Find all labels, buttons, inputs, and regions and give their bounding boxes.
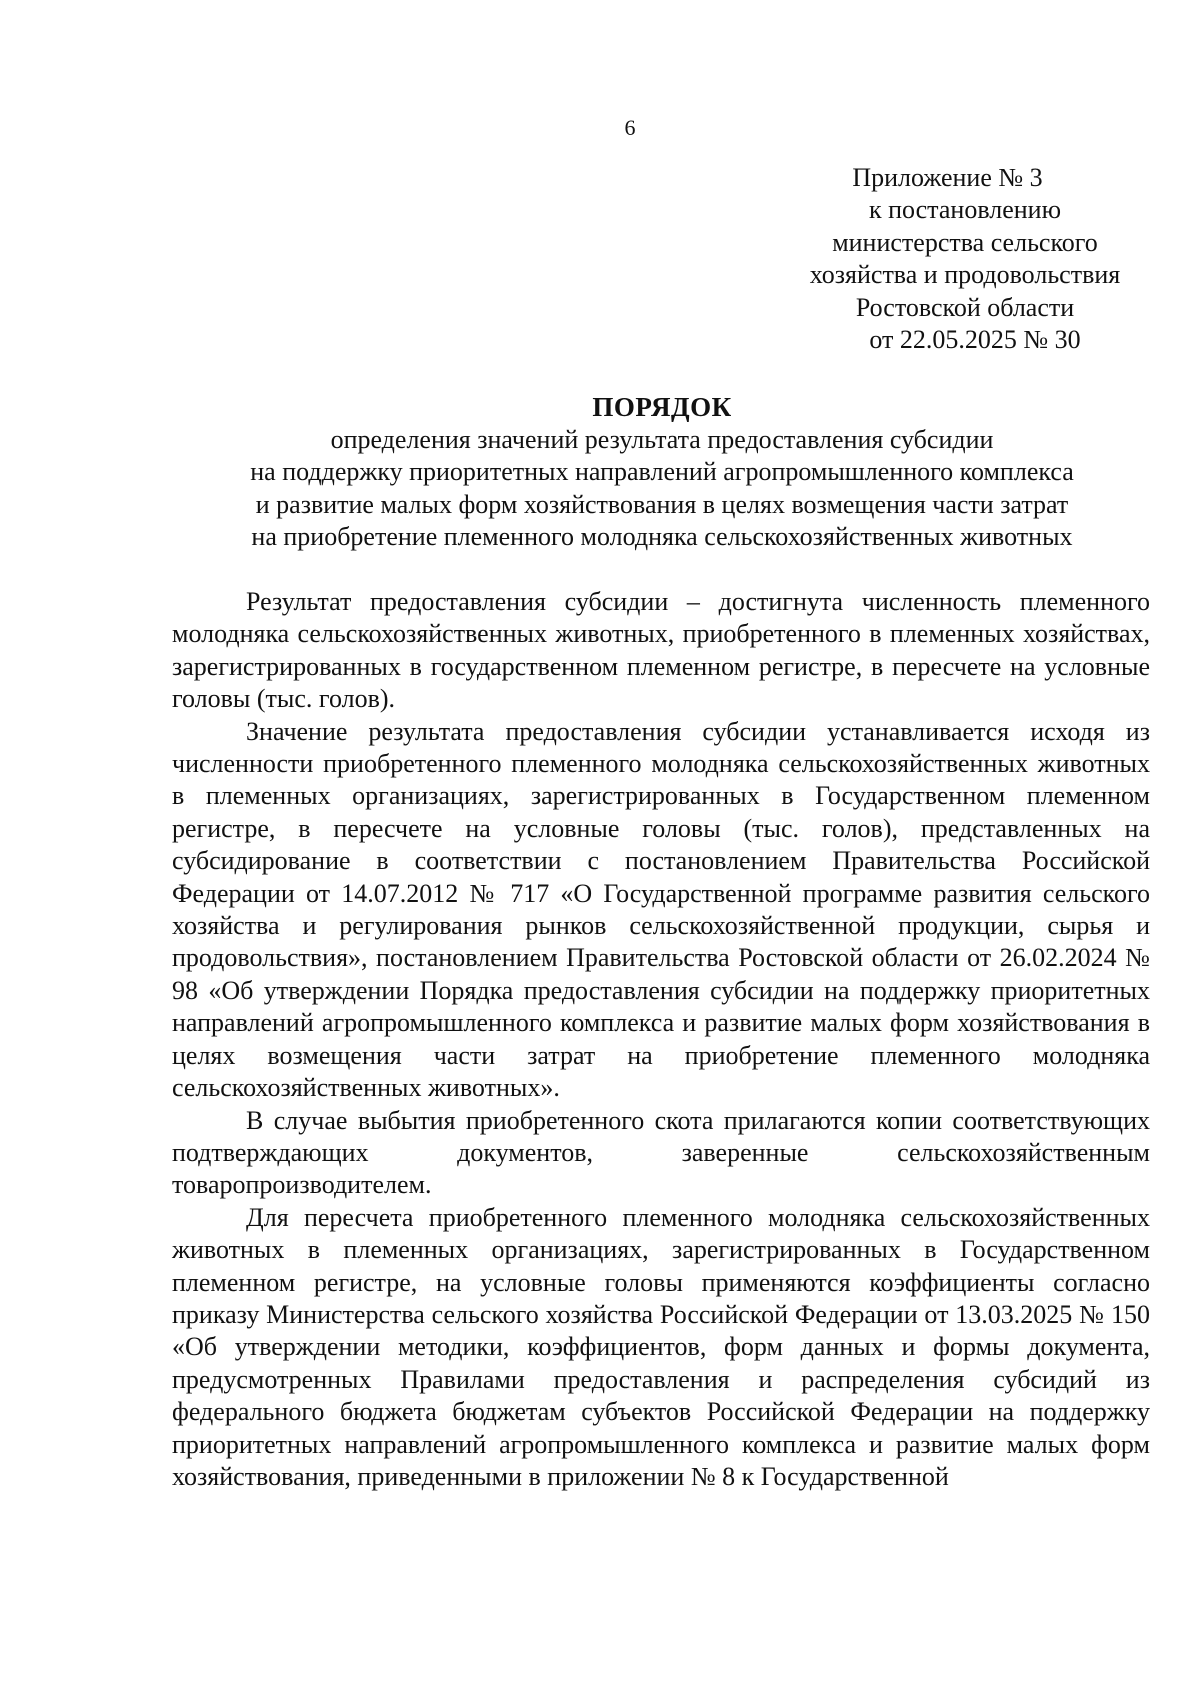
body-paragraph: Результат предоставления субсидии – достигнута численность племенного молодняка сельскохозяйственных животных, приобретенного в племенных хозяйствах, зарегистрированных в государственном племенном регистре, в пересчете на условные головы (тыс. голов).: [172, 587, 1150, 714]
appendix-line: хозяйства и продовольствия: [809, 260, 1121, 290]
appendix-line: Приложение № 3: [852, 163, 1043, 192]
page-number: 6: [624, 115, 636, 140]
appendix-header: [790, 162, 1140, 356]
appendix-line: от 22.05.2025 № 30: [869, 325, 1081, 355]
appendix-line: министерства сельского: [832, 227, 1098, 257]
appendix-line: к постановлению: [868, 195, 1062, 225]
title-subline: и развитие малых форм хозяйствования в целях возмещения части затрат: [255, 489, 1069, 519]
document-title: [172, 390, 1152, 554]
title-subline: определения значений результата предоставления субсидии: [330, 425, 994, 454]
title-subline: на поддержку приоритетных направлений агропромышленного комплекса: [250, 457, 1074, 487]
title-heading: ПОРЯДОК: [592, 392, 732, 422]
body-paragraph: Для пересчета приобретенного племенного молодняка сельскохозяйственных животных в племенных организациях, зарегистрированных в Государственном племенном регистре, на условные головы применяются коэффициенты согласно приказу Министерства сельского хозяйства Российской Федерации от 13.03.2025 № 150 «Об утверждении методики, коэффициентов, форм данных и формы документа, предусмотренных Правилами предоставления и распределения субсидий из федерального бюджета бюджетам субъектов Российской Федерации на поддержку приоритетных направлений агропромышленного комплекса и развитие малых форм хозяйствования, приведенными в приложении № 8 к Государственной: [172, 1202, 1150, 1491]
document-body: [172, 586, 1150, 1493]
title-subline: на приобретение племенного молодняка сельскохозяйственных животных: [251, 522, 1073, 552]
appendix-line: Ростовской области: [855, 292, 1075, 322]
body-paragraph: Значение результата предоставления субсидии устанавливается исходя из численности приобретенного племенного молодняка сельскохозяйственных животных в племенных организациях, зарегистрированных в Государственном племенном регистре, в пересчете на условные головы (тыс. голов), представленных на субсидирование в соответствии с постановлением Правительства Российской Федерации от 14.07.2012 № 717 «О Государственной программе развития сельского хозяйства и регулирования рынков сельскохозяйственной продукции, сырья и продовольствия», постановлением Правительства Ростовской области от 26.02.2024 № 98 «Об утверждении Порядка предоставления субсидии на поддержку приоритетных направлений агропромышленного комплекса и развитие малых форм хозяйствования в целях возмещения части затрат на приобретение племенного молодняка сельскохозяйственных животных».: [172, 716, 1150, 1103]
body-paragraph: В случае выбытия приобретенного скота прилагаются копии соответствующих подтверждающих документов, заверенные сельскохозяйственным товаропроизводителем.: [172, 1105, 1150, 1200]
